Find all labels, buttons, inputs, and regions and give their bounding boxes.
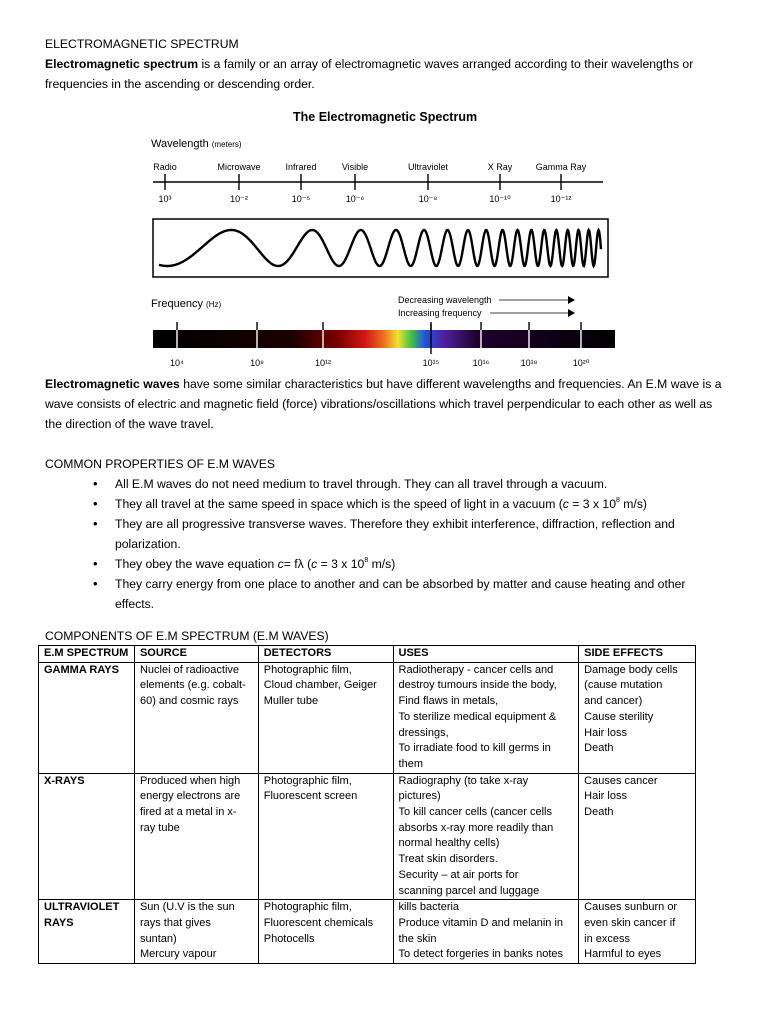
properties-heading: COMMON PROPERTIES OF E.M WAVES [45,457,276,471]
cell-line: Nuclei of radioactive [139,663,240,676]
wavelength-band-labels [153,162,587,172]
header-source: SOURCE [134,646,258,663]
cell-spectrum [39,773,135,900]
wavelength-tick-label: 10⁻⁶ [345,194,365,204]
cell-line: Cause sterility [584,710,654,723]
cell-line: dressings, [398,726,449,739]
cell-side-effects [579,662,696,773]
cell-line: Find flaws in metals, [398,695,499,708]
wavelength-tick-label: 10⁻⁵ [291,194,311,204]
cell-line: X-RAYS [44,774,85,787]
wavelength-tick-label: 10⁻¹⁰ [489,194,511,204]
cell-line: ULTRAVIOLET [44,901,120,914]
cell-line: To detect forgeries in banks notes [398,948,564,961]
cell-line: fired at a metal in x- [139,806,237,819]
cell-line: Radiography (to take x-ray [398,774,529,787]
arrow-head-2 [568,309,575,317]
property-item: • All E.M waves do not need medium to travel through. They can all travel through a vacuum. [93,474,725,494]
cell-line: (cause mutation [584,679,663,692]
frequency-unit: (Hz) [206,300,222,309]
cell-line: Death [584,742,614,755]
wavelength-tick-label: 10⁻⁸ [418,194,438,204]
em-waves-paragraph [45,374,725,434]
cell-source [134,773,258,900]
header-uses: USES [393,646,579,663]
frequency-tick-label: 10¹² [314,358,332,368]
cell-line: To kill cancer cells (cancer cells [398,806,552,819]
cell-line: Sun (U.V is the sun [139,901,235,914]
arrow-head-1 [568,296,575,304]
frequency-tick-label: 10⁸ [250,358,264,368]
cell-uses [393,662,579,773]
property-item: • They obey the wave equation c= fλ (c = 3 x $10^8$ m/s) [93,554,725,574]
cell-line: GAMMA RAYS [44,663,119,676]
table-header-row [39,646,696,663]
cell-detectors [258,900,393,964]
cell-line: Fluorescent screen [263,790,358,803]
wavelength-tick-label: 10³ [158,194,172,204]
cell-line: 60) and cosmic rays [139,695,239,708]
cell-line: To sterilize medical equipment & [398,710,557,723]
arrow-label-frequency: Increasing frequency [398,308,482,318]
cell-detectors [258,662,393,773]
header-side-effects: SIDE EFFECTS [579,646,696,663]
cell-line: Treat skin disorders. [398,853,498,866]
wavelength-ticks [158,174,571,204]
cell-spectrum [39,900,135,964]
cell-line: Harmful to eyes [584,948,662,961]
band-label: Infrared [285,162,317,172]
document-page [45,34,725,964]
cell-line: destroy tumours inside the body, [398,679,557,692]
cell-line: Photographic film, [263,901,352,914]
frequency-label-text: Frequency [151,298,203,310]
cell-line: Hair loss [584,790,627,803]
table-row [39,662,696,773]
cell-line: Security – at air ports for [398,868,519,881]
cell-line: Causes sunburn or [584,901,678,914]
table-row [39,773,696,900]
intro-paragraph [45,54,725,94]
figure-title: The Electromagnetic Spectrum [293,110,478,124]
wavelength-tick-label: 10⁻² [230,194,248,204]
cell-source [134,662,258,773]
cell-line: suntan) [139,932,177,945]
cell-uses [393,900,579,964]
cell-line: and cancer) [584,695,643,708]
cell-side-effects [579,900,696,964]
property-item: • They all travel at the same speed in space which is the speed of light in a vacuum (c = 3 x $10^8$ m/s) [93,494,725,514]
wavelength-tick-label: 10⁻¹² [550,194,572,204]
arrow-label-wavelength: Decreasing wavelength [398,295,492,305]
cell-line: elements (e.g. cobalt- [139,679,246,692]
cell-line: Damage body cells [584,663,678,676]
frequency-tick-label: 10¹⁶ [472,358,490,368]
frequency-tick-label: 10¹⁸ [520,358,538,368]
cell-line: Produce vitamin D and melanin in [398,916,564,929]
header-detectors: DETECTORS [258,646,393,663]
wavelength-unit: (meters) [211,140,242,149]
cell-line: ray tube [139,821,180,834]
band-label: Gamma Ray [535,162,587,172]
intro-term: Electromagnetic spectrum [45,57,199,71]
components-heading: COMPONENTS OF E.M SPECTRUM (E.M WAVES) [45,629,329,643]
cell-line: pictures) [398,790,441,803]
cell-uses [393,773,579,900]
frequency-color-bar [153,330,615,348]
frequency-tick-label: 10⁴ [170,358,184,368]
properties-list [93,474,725,614]
frequency-tick-label: 10¹⁵ [422,358,440,368]
cell-line: To irradiate food to kill germs in [398,742,551,755]
components-table [38,645,696,964]
cell-detectors [258,773,393,900]
cell-line: even skin cancer if [584,916,676,929]
cell-line: Mercury vapour [139,948,217,961]
property-item: • They are all progressive transverse waves. Therefore they exhibit interference, diffraction, reflection and polarization. [93,514,725,554]
header-spectrum: E.M SPECTRUM [39,646,135,663]
em-waves-term: Electromagnetic waves [45,377,180,391]
intro-text: is a family or an array of electromagnetic waves arranged according to their wavelengths or frequencies in the ascending or descending order. [45,57,694,91]
wave-box [153,219,608,277]
band-label: X Ray [487,162,513,172]
cell-line: in excess [584,932,631,945]
band-label: Microwave [217,162,261,172]
cell-line: Causes cancer [584,774,658,787]
cell-line: absorbs x-ray more readily than [398,821,554,834]
cell-line: Muller tube [263,695,319,708]
band-label: Ultraviolet [407,162,449,172]
cell-line: Cloud chamber, Geiger [263,679,377,692]
cell-line: them [398,757,423,770]
frequency-tick-label: 10²⁰ [572,358,590,368]
property-item: • They carry energy from one place to another and can be absorbed by matter and cause heating and other effects. [93,574,725,614]
spectrum-figure [143,104,623,374]
frequency-label [151,298,221,310]
cell-side-effects [579,773,696,900]
cell-line: kills bacteria [398,901,460,914]
cell-spectrum [39,662,135,773]
cell-line: Photographic film, [263,663,352,676]
band-label: Radio [153,162,177,172]
cell-source [134,900,258,964]
cell-line: Photographic film, [263,774,352,787]
cell-line: energy electrons are [139,790,241,803]
cell-line: the skin [398,932,437,945]
cell-line: scanning parcel and luggage [398,884,540,897]
wavelength-label-text: Wavelength [151,138,209,150]
cell-line: rays that gives [139,916,211,929]
em-waves-text: have some similar characteristics but have different wavelengths and frequencies. An E.M wave is a wave consists of electric and magnetic field (force) vibrations/oscillations which travel perpendicular to each other as well as the direction of the wave travel. [45,377,722,431]
spectrum-diagram [143,104,623,374]
cell-line: RAYS [44,916,74,929]
cell-line: Radiotherapy - cancer cells and [398,663,554,676]
cell-line: Fluorescent chemicals [263,916,374,929]
cell-line: Death [584,806,614,819]
cell-line: normal healthy cells) [398,837,500,850]
cell-line: Hair loss [584,726,627,739]
wavelength-label [151,138,242,150]
band-label: Visible [341,162,369,172]
table-body [39,662,696,963]
table-row [39,900,696,964]
cell-line: Produced when high [139,774,241,787]
page-heading: ELECTROMAGNETIC SPECTRUM [45,37,239,51]
cell-line: Photocells [263,932,315,945]
